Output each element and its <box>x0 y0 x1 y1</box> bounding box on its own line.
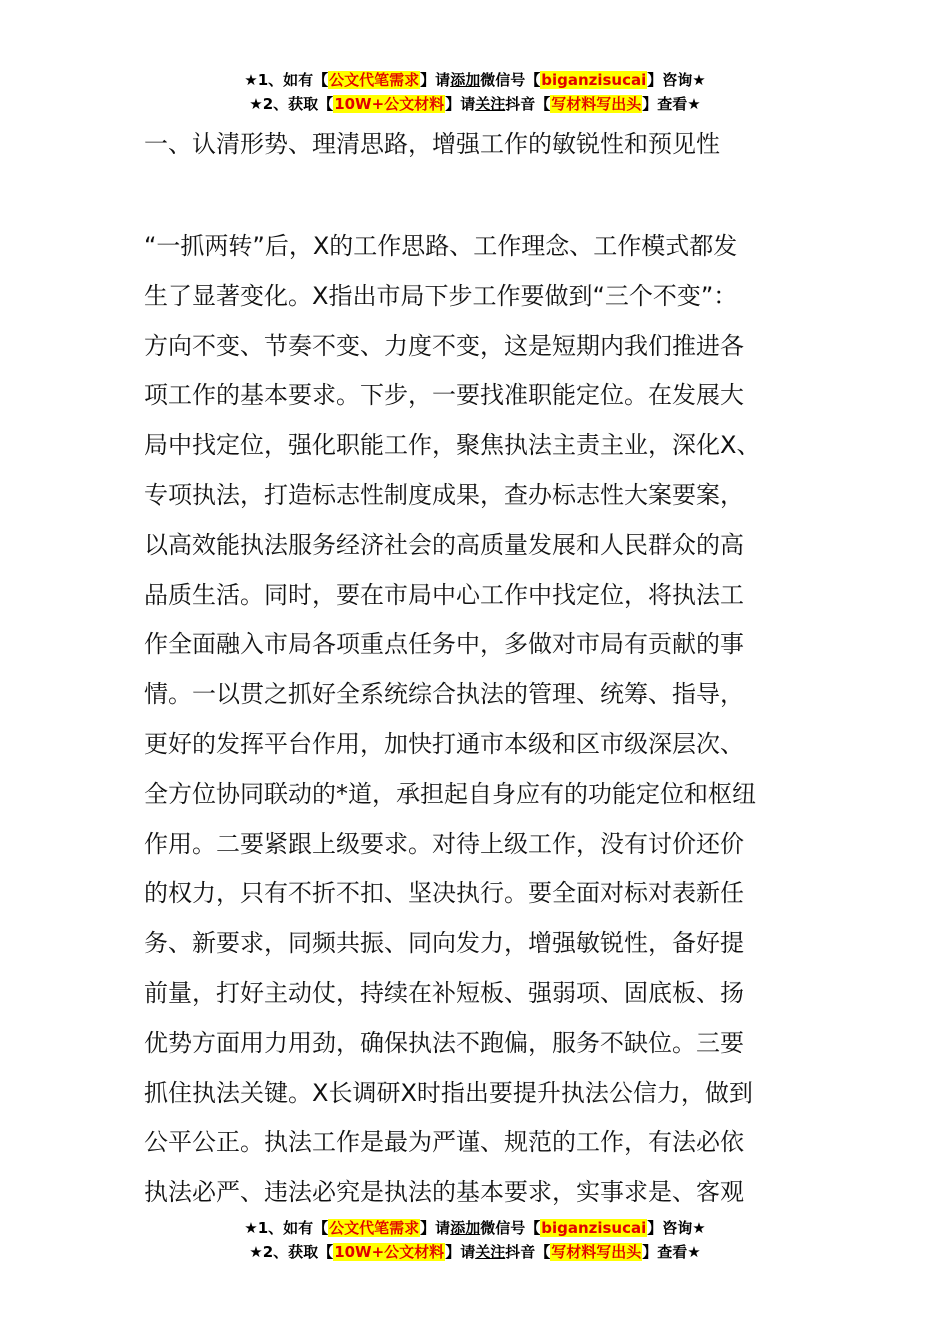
banner-underlined-text: 关注 <box>475 95 506 113</box>
paragraph-line: 抓住执法关键。X长调研X时指出要提升执法公信力，做到 <box>144 1078 753 1107</box>
banner-wechat-id: biganzisucai <box>541 71 647 89</box>
banner-text: ★2、获取【 <box>249 1243 334 1261</box>
banner-douyin-id: 写材料写出头 <box>551 1243 642 1261</box>
paragraph-line: 公平公正。执法工作是最为严谨、规范的工作，有法必依 <box>144 1128 744 1157</box>
paragraph-line: 生了显著变化。X指出市局下步工作要做到“三个不变”： <box>144 281 738 310</box>
banner-text: 微信号【 <box>480 1219 541 1237</box>
banner-text: 抖音【 <box>505 1243 551 1261</box>
section-heading: 一、认清形势、理清思路，增强工作的敏锐性和预见性 <box>144 130 720 158</box>
banner-text: 抖音【 <box>505 95 551 113</box>
banner-highlight: 10W+公文材料 <box>334 1243 445 1261</box>
banner-highlight: 公文代笔需求 <box>329 1219 420 1237</box>
banner-highlight: 10W+公文材料 <box>334 95 445 113</box>
paragraph-line: 品质生活。同时，要在市局中心工作中找定位，将执法工 <box>144 580 744 609</box>
banner-line-2 <box>0 1240 950 1264</box>
paragraph-line: 务、新要求，同频共振、同向发力，增强敏锐性，备好提 <box>144 929 744 958</box>
banner-text: ★2、获取【 <box>249 95 334 113</box>
paragraph-line: 作用。二要紧跟上级要求。对待上级工作，没有讨价还价 <box>144 829 744 858</box>
paragraph-line: 前量，打好主动仗，持续在补短板、强弱项、固底板、扬 <box>144 978 744 1007</box>
paragraph-line: 专项执法，打造标志性制度成果，查办标志性大案要案， <box>144 480 744 509</box>
header-banner <box>0 68 950 116</box>
banner-underlined-text: 关注 <box>475 1243 506 1261</box>
paragraph-line: 以高效能执法服务经济社会的高质量发展和人民群众的高 <box>144 530 744 559</box>
banner-underlined-text: 添加 <box>450 71 481 89</box>
banner-douyin-id: 写材料写出头 <box>551 95 642 113</box>
paragraph-line: 的权力，只有不折不扣、坚决执行。要全面对标对表新任 <box>144 879 744 908</box>
paragraph-line: 执法必严、违法必究是执法的基本要求，实事求是、客观 <box>144 1178 744 1207</box>
paragraph-line: 优势方面用力用劲，确保执法不跑偏，服务不缺位。三要 <box>144 1028 744 1057</box>
banner-text: 】请 <box>420 1219 451 1237</box>
paragraph-line: 更好的发挥平台作用，加快打通市本级和区市级深层次、 <box>144 729 744 758</box>
banner-text: 】咨询★ <box>647 71 706 89</box>
banner-text: 】咨询★ <box>647 1219 706 1237</box>
paragraph-line: 全方位协同联动的*道，承担起自身应有的功能定位和枢纽 <box>144 779 756 808</box>
banner-text: 】请 <box>420 71 451 89</box>
banner-highlight: 公文代笔需求 <box>329 71 420 89</box>
banner-text: 微信号【 <box>480 71 541 89</box>
banner-text: ★1、如有【 <box>244 1219 329 1237</box>
banner-text: 】请 <box>445 1243 476 1261</box>
paragraph-line: 情。一以贯之抓好全系统综合执法的管理、统筹、指导， <box>144 680 744 709</box>
paragraph-line: 项工作的基本要求。下步，一要找准职能定位。在发展大 <box>144 381 744 410</box>
body-paragraph <box>144 222 809 1218</box>
banner-text: 】查看★ <box>642 95 701 113</box>
paragraph-line: 局中找定位，强化职能工作，聚焦执法主责主业，深化X、 <box>144 431 761 460</box>
banner-wechat-id: biganzisucai <box>541 1219 647 1237</box>
banner-line-1 <box>0 68 950 92</box>
paragraph-line: “一抓两转”后，X的工作思路、工作理念、工作模式都发 <box>144 232 738 260</box>
paragraph-line: 作全面融入市局各项重点任务中，多做对市局有贡献的事 <box>144 630 744 659</box>
footer-banner <box>0 1216 950 1264</box>
banner-text: 】查看★ <box>642 1243 701 1261</box>
banner-underlined-text: 添加 <box>450 1219 481 1237</box>
paragraph-line: 方向不变、节奏不变、力度不变，这是短期内我们推进各 <box>144 331 744 360</box>
banner-text: ★1、如有【 <box>244 71 329 89</box>
banner-line-2 <box>0 92 950 116</box>
banner-line-1 <box>0 1216 950 1240</box>
banner-text: 】请 <box>445 95 476 113</box>
